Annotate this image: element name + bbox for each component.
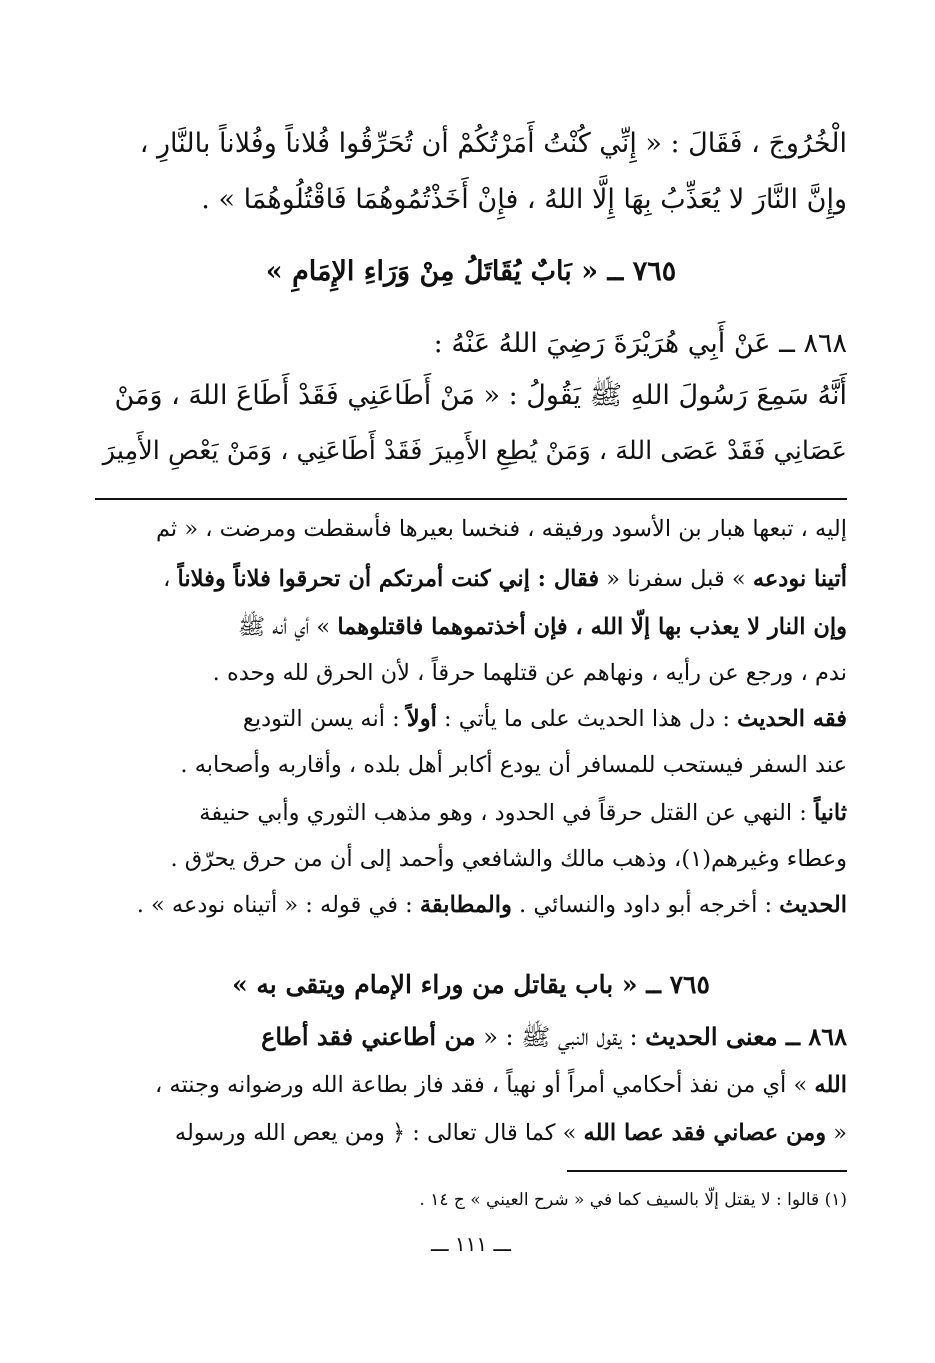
sharh-line: عند السفر فيستحب للمسافر أن يودع أكابر أهل بلده ، وأقاربه وأصحابه . — [180, 752, 847, 778]
sharh-chapter-heading: ٧٦٥ ــ « باب يقاتل من وراء الإمام ويتقى به » — [232, 970, 710, 999]
hadith-intro: ٨٦٨ ــ عَنْ أَبِي هُرَيْرَةَ رَضِيَ اللهُ عَنْهُ : — [433, 328, 847, 359]
sharh-line: إليه ، تبعها هبار بن الأسود ورفيقه ، فنخسا بعيرها فأسقطت ومرضت ، « ثم — [155, 516, 847, 542]
sharh-text: « — [826, 1120, 847, 1146]
sharh-text: : النهي عن القتل حرقاً في الحدود ، وهو مذهب الثوري وأبي حنيفة — [199, 800, 814, 826]
page-number: ـــ ١١١ ـــ — [430, 1232, 512, 1256]
footnote-divider — [567, 1170, 847, 1172]
quote-bold: أتينا نودعه — [752, 566, 847, 592]
sharh-line — [95, 614, 847, 646]
sharh-line — [95, 1120, 847, 1146]
matn-sharh-divider — [95, 498, 847, 500]
sharh-text: » قبل سفرنا « — [599, 566, 753, 592]
sharh-text: : يقول النبي ﷺ : « — [475, 1023, 646, 1051]
quote-bold: من أطاعني فقد أطاع — [261, 1022, 476, 1051]
matn-line: أَنَّهُ سَمِعَ رَسُولَ اللهِ ﷺ يَقُولُ : « مَنْ أَطَاعَنِي فَقَدْ أَطَاعَ اللهَ ، وَمَنْ — [114, 380, 847, 411]
footnote: (١) قالوا : لا يقتل إلّا بالسيف كما في « شرح العيني » ج ١٤ . — [419, 1190, 847, 1210]
chapter-heading: ٧٦٥ ــ « بَابٌ يُقَاتَلُ مِنْ وَرَاءِ الإِمَامِ » — [265, 256, 677, 287]
point-label: ثانياً — [813, 800, 847, 826]
sharh-text: : في قوله : « أتيناه نودعه » . — [136, 892, 420, 918]
sharh-line — [95, 566, 847, 592]
section-label: ٨٦٨ ــ معنى الحديث — [645, 1022, 847, 1051]
sharh-line: ندم ، ورجع عن رأيه ، ونهاهم عن قتلهما حرقاً ، لأن الحرق لله وحده . — [212, 660, 847, 686]
sharh-line — [95, 706, 847, 732]
sharh-text: » أي من نفذ أحكامي أمراً أو نهياً ، فقد فاز بطاعة الله ورضوانه وجنته ، — [154, 1072, 815, 1098]
section-label: الحديث — [779, 892, 847, 918]
quote-bold: فقال : إني كنت أمرتكم أن تحرقوا فلاناً وفلاناً — [177, 566, 600, 592]
matn-line: عَصَانِي فَقَدْ عَصَى اللهَ ، وَمَنْ يُطِعِ الأَمِيرَ فَقَدْ أَطَاعَنِي ، وَمَنْ يَعْصِ الأَمِيرَ — [102, 436, 847, 466]
section-label: والمطابقة — [419, 892, 512, 918]
sharh-text: : أنه يسن التوديع — [242, 706, 407, 732]
sharh-line — [95, 1022, 847, 1057]
point-label: أولاً — [406, 706, 437, 732]
sharh-text: » كما قال تعالى : ﴿ ومن يعص الله ورسوله — [174, 1120, 584, 1146]
sharh-text: » أي أنه ﷺ — [237, 614, 338, 640]
sharh-line — [95, 892, 847, 918]
matn-line: الْخُرُوجَ ، فَقَالَ : « إِنِّي كُنْتُ أَمَرْتُكُمْ أن تُحَرِّقُوا فُلاناً وفُلاناً بالنَّارِ ، — [139, 128, 847, 159]
sharh-line — [95, 800, 847, 826]
quote-bold: الله — [814, 1072, 847, 1098]
sharh-text: : أخرجه أبو داود والنسائي . — [511, 892, 780, 918]
sharh-line — [95, 1072, 847, 1098]
book-page — [95, 0, 847, 1363]
sharh-text: : دل هذا الحديث على ما يأتي : — [436, 706, 738, 732]
section-label: فقه الحديث — [737, 706, 847, 732]
quote-bold: وإن النار لا يعذب بها إلّا الله ، فإن أخذتموهما فاقتلوهما — [337, 614, 847, 640]
sharh-line: وعطاء وغيرهم(١)، وذهب مالك والشافعي وأحمد إلى أن من حرق يحرّق . — [170, 846, 847, 872]
sharh-text: ، — [163, 566, 178, 592]
matn-line: وإِنَّ النَّارَ لا يُعَذِّبُ بِهَا إِلَّا اللهُ ، فإِنْ أَخَذْتُمُوهُمَا فَاقْتُلُوهُمَا » . — [201, 184, 847, 215]
quote-bold: ومن عصاني فقد عصا الله — [583, 1120, 827, 1146]
